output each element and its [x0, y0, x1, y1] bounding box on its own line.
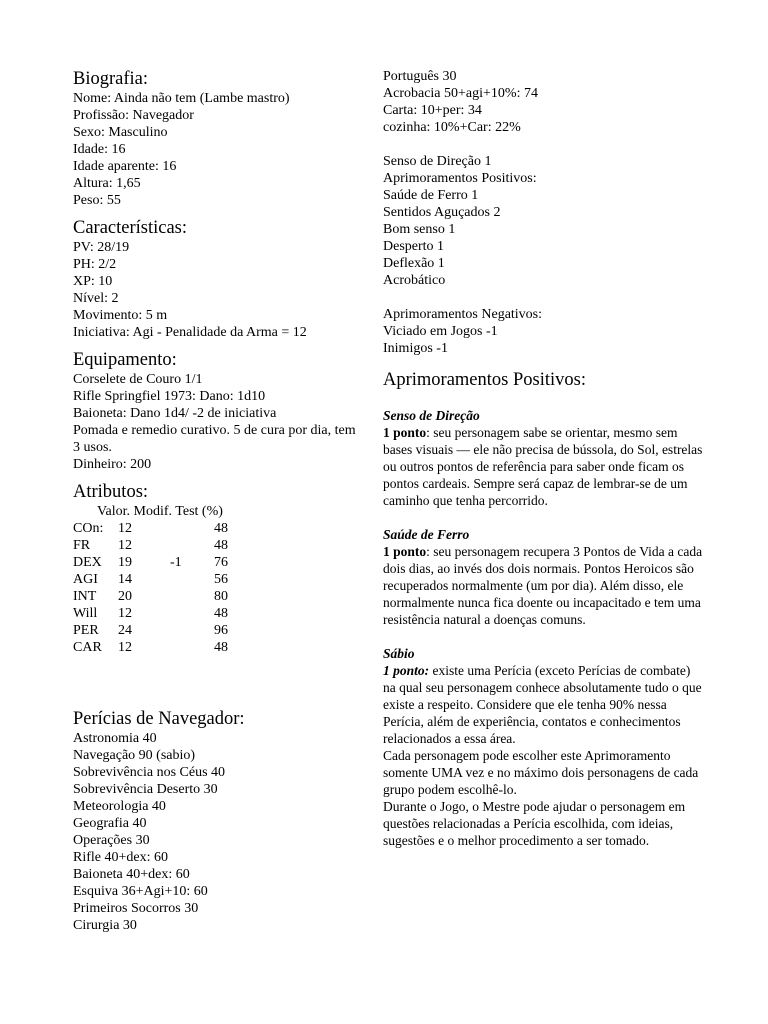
- sabio-extra-1: Cada personagem pode escolher este Aprimoramento somente UMA vez e no máximo dois personagens de cada grupo podem escolhê-lo.: [383, 748, 699, 797]
- positivo-item: Acrobático: [383, 273, 446, 288]
- negativo-item: Inimigos -1: [383, 341, 448, 356]
- atributo-name: CAR: [73, 640, 102, 655]
- atributo-name: INT: [73, 589, 97, 604]
- atributo-row: [73, 605, 363, 622]
- positivo-item: Deflexão 1: [383, 256, 445, 271]
- atributo-test: 48: [214, 640, 228, 655]
- saude-text: : seu personagem recupera 3 Pontos de Vida a cada dois dias, ao invés dos dois normais. Pontos Heroicos são recuperados normalmente (um por dia). Além disso, ele normalmente nunca fica doente ou incapacitado e tem uma resistência natural a doenças comuns.: [383, 544, 703, 627]
- bio-line: Altura: 1,65: [73, 176, 141, 191]
- positivos-label: Aprimoramentos Positivos:: [383, 171, 537, 186]
- stat-line: Movimento: 5 m: [73, 308, 168, 323]
- pericias-heading: Perícias de Navegador:: [73, 709, 245, 729]
- equip-line: Baioneta: Dano 1d4/ -2 de iniciativa: [73, 406, 277, 421]
- atributo-test: 48: [214, 538, 228, 553]
- atributo-modif: [170, 588, 214, 605]
- skill-line: Esquiva 36+Agi+10: 60: [73, 884, 208, 899]
- atributo-test: 80: [214, 589, 228, 604]
- caracteristicas-heading: Características:: [73, 218, 188, 238]
- stat-line: Nível: 2: [73, 291, 119, 306]
- skill-line: Navegação 90 (sabio): [73, 748, 196, 763]
- aprimoramentos-heading: Aprimoramentos Positivos:: [383, 370, 586, 390]
- positivo-item: Saúde de Ferro 1: [383, 188, 479, 203]
- senso-line: Senso de Direção 1: [383, 154, 492, 169]
- atributo-valor: 12: [118, 606, 132, 621]
- senso-title: Senso de Direção: [383, 408, 480, 423]
- atributos-heading: Atributos:: [73, 482, 149, 502]
- atributo-name: COn:: [73, 521, 104, 536]
- atributo-name: Will: [73, 606, 98, 621]
- sabio-lead: 1 ponto:: [383, 663, 430, 678]
- atributo-modif: [170, 520, 214, 537]
- saude-lead: 1 ponto: [383, 544, 427, 559]
- atributo-name: DEX: [73, 555, 102, 570]
- atributo-valor: 12: [118, 521, 132, 536]
- atributo-valor: 12: [118, 640, 132, 655]
- atributo-test: 48: [214, 606, 228, 621]
- positivo-item: Bom senso 1: [383, 222, 456, 237]
- skill-line: Português 30: [383, 69, 457, 84]
- atributo-modif: [170, 622, 214, 639]
- skill-line: Meteorologia 40: [73, 799, 166, 814]
- atributo-test: 96: [214, 623, 228, 638]
- atributo-modif: [170, 571, 214, 588]
- atributo-test: 56: [214, 572, 228, 587]
- skill-line: Geografia 40: [73, 816, 147, 831]
- atributo-test: 76: [214, 555, 228, 570]
- bio-line: Idade: 16: [73, 142, 126, 157]
- atributo-modif: [170, 537, 214, 554]
- atributo-row: [73, 537, 363, 554]
- atributos-table-header: Valor. Modif. Test (%): [97, 504, 223, 519]
- atributo-modif: [170, 605, 214, 622]
- atributo-valor: 20: [118, 589, 132, 604]
- atributo-test: 48: [214, 521, 228, 536]
- atributo-row: [73, 554, 363, 571]
- bio-line: Profissão: Navegador: [73, 108, 194, 123]
- skill-line: Sobrevivência Deserto 30: [73, 782, 218, 797]
- atributo-row: [73, 520, 363, 537]
- stat-line: Iniciativa: Agi - Penalidade da Arma = 12: [73, 325, 307, 340]
- saude-description: [383, 543, 703, 628]
- atributo-row: [73, 639, 363, 656]
- equip-line: Rifle Springfiel 1973: Dano: 1d10: [73, 389, 266, 404]
- skill-line: Carta: 10+per: 34: [383, 103, 482, 118]
- atributo-name: PER: [73, 623, 99, 638]
- biografia-heading: Biografia:: [73, 69, 149, 89]
- bio-line: Peso: 55: [73, 193, 121, 208]
- bio-line: Nome: Ainda não tem (Lambe mastro): [73, 91, 290, 106]
- sabio-extra-2: Durante o Jogo, o Mestre pode ajudar o personagem em questões relacionadas a Perícia escolhida, com ideias, sugestões e o melhor procedimento a ser tomado.: [383, 799, 686, 848]
- atributo-valor: 12: [118, 538, 132, 553]
- atributo-row: [73, 571, 363, 588]
- stat-line: PH: 2/2: [73, 257, 117, 272]
- skill-line: Acrobacia 50+agi+10%: 74: [383, 86, 538, 101]
- bio-line: Idade aparente: 16: [73, 159, 177, 174]
- right-column: [383, 68, 703, 849]
- senso-lead: 1 ponto: [383, 425, 427, 440]
- positivo-item: Sentidos Aguçados 2: [383, 205, 501, 220]
- skill-line: Cirurgia 30: [73, 918, 137, 933]
- atributo-modif: [170, 639, 214, 656]
- sabio-description: [383, 662, 703, 747]
- atributo-row: [73, 588, 363, 605]
- atributo-row: [73, 622, 363, 639]
- equip-line: Pomada e remedio curativo. 5 de cura por dia, tem 3 usos.: [73, 423, 356, 455]
- sabio-text: existe uma Perícia (exceto Perícias de combate) na qual seu personagem conhece absolutamente tudo o que existe a respeito. Considere que ele tenha 90% nessa Perícia, além de experiência, contatos e conhecimentos relacionados a essa área.: [383, 663, 702, 746]
- skill-line: cozinha: 10%+Car: 22%: [383, 120, 521, 135]
- atributo-valor: 14: [118, 572, 132, 587]
- skill-line: Sobrevivência nos Céus 40: [73, 765, 226, 780]
- sabio-title: Sábio: [383, 646, 415, 661]
- senso-description: [383, 424, 703, 509]
- bio-line: Sexo: Masculino: [73, 125, 168, 140]
- skill-line: Primeiros Socorros 30: [73, 901, 199, 916]
- atributo-valor: 24: [118, 623, 132, 638]
- skill-line: Baioneta 40+dex: 60: [73, 867, 190, 882]
- equipamento-heading: Equipamento:: [73, 350, 177, 370]
- skill-line: Rifle 40+dex: 60: [73, 850, 168, 865]
- atributo-name: FR: [73, 538, 91, 553]
- atributo-name: AGI: [73, 572, 98, 587]
- positivo-item: Desperto 1: [383, 239, 445, 254]
- left-column: [73, 68, 363, 934]
- atributo-valor: 19: [118, 555, 132, 570]
- negativos-label: Aprimoramentos Negativos:: [383, 307, 543, 322]
- stat-line: PV: 28/19: [73, 240, 130, 255]
- negativo-item: Viciado em Jogos -1: [383, 324, 498, 339]
- skill-line: Astronomia 40: [73, 731, 157, 746]
- senso-text: : seu personagem sabe se orientar, mesmo sem bases visuais — ele não precisa de bússola, do Sol, estrelas ou outros pontos de referência para saber onde ficam os pontos cardeais. Sempre será capaz de lembrar-se de um caminho que tenha percorrido.: [383, 425, 703, 508]
- equip-line: Dinheiro: 200: [73, 457, 152, 472]
- equip-line: Corselete de Couro 1/1: [73, 372, 203, 387]
- stat-line: XP: 10: [73, 274, 113, 289]
- atributo-modif: -1: [170, 555, 182, 570]
- atributos-table: [73, 520, 363, 656]
- saude-title: Saúde de Ferro: [383, 527, 470, 542]
- skill-line: Operações 30: [73, 833, 150, 848]
